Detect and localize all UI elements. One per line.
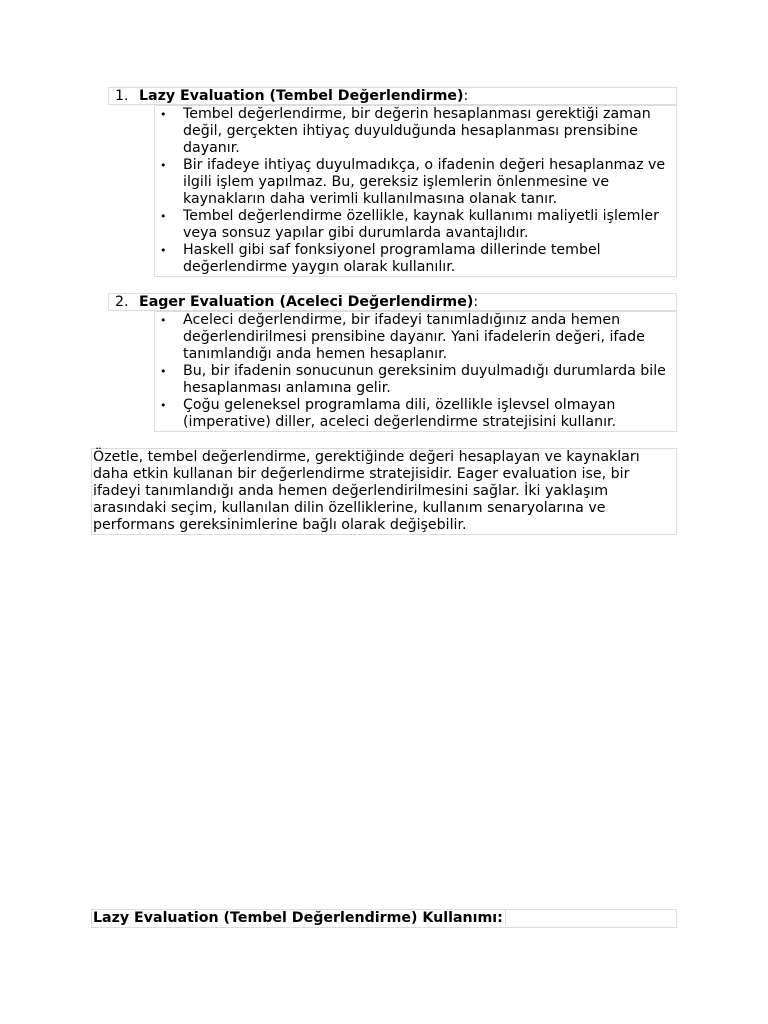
bottom-heading-text: Lazy Evaluation (Tembel Değerlendirme) Kullanımı:	[93, 910, 506, 926]
bullet-text: Haskell gibi saf fonksiyonel programlama dillerinde tembel değerlendirme yaygın olarak kullanılır.	[183, 242, 601, 275]
section-2-title: Eager Evaluation (Aceleci Değerlendirme)	[139, 293, 474, 310]
bullet-text: Bu, bir ifadenin sonucunun gereksinim duyulmadığı durumlarda bile hesaplanması anlamına gelir.	[183, 363, 666, 396]
list-item	[160, 208, 676, 242]
bullet-icon: •	[160, 210, 167, 223]
bullet-icon: •	[160, 314, 167, 327]
bullet-icon: •	[160, 108, 167, 121]
section-1-heading	[108, 87, 677, 105]
bullet-text: Aceleci değerlendirme, bir ifadeyi tanımladığınız anda hemen değerlendirilmesi prensibine dayanır. Yani ifadelerin değeri, ifade tanımlandığı anda hemen hesaplanır.	[183, 312, 645, 362]
bullet-icon: •	[160, 244, 167, 257]
section-1-title: Lazy Evaluation (Tembel Değerlendirme)	[139, 87, 464, 104]
list-item	[160, 363, 676, 397]
section-2-heading	[108, 293, 677, 311]
list-item	[160, 157, 676, 208]
bullet-icon: •	[160, 399, 167, 412]
section-1-number: 1.	[115, 87, 129, 104]
section-2-colon: :	[473, 293, 479, 310]
bullet-text: Tembel değerlendirme özellikle, kaynak kullanımı maliyetli işlemler veya sonsuz yapılar gibi durumlarda avantajlıdır.	[183, 208, 659, 241]
bullet-icon: •	[160, 159, 167, 172]
bottom-heading	[91, 909, 677, 928]
section-1-bullet-list	[154, 105, 677, 277]
section-2-bullet-list	[154, 311, 677, 432]
bullet-icon: •	[160, 365, 167, 378]
section-1-colon: :	[463, 87, 469, 104]
summary-paragraph: Özetle, tembel değerlendirme, gerektiğinde değeri hesaplayan ve kaynakları daha etkin kullanan bir değerlendirme stratejisidir. Eager evaluation ise, bir ifadeyi tanımlandığı anda hemen değerlendirilmesini sağlar. İki yaklaşım arasındaki seçim, kullanılan dilin özelliklerine, kullanım senaryolarına ve performans gereksinimlerine bağlı olarak değişebilir.	[91, 448, 677, 535]
bullet-text: Çoğu geleneksel programlama dili, özellikle işlevsel olmayan (imperative) diller, aceleci değerlendirme stratejisini kullanır.	[183, 397, 617, 430]
list-item	[160, 312, 676, 363]
list-item	[160, 106, 676, 157]
bullet-text: Bir ifadeye ihtiyaç duyulmadıkça, o ifadenin değeri hesaplanmaz ve ilgili işlem yapılmaz. Bu, gereksiz işlemlerin önlenmesine ve kaynakların daha verimli kullanılmasına olanak tanır.	[183, 157, 666, 207]
list-item	[160, 397, 676, 431]
section-2-number: 2.	[115, 293, 129, 310]
bullet-text: Tembel değerlendirme, bir değerin hesaplanması gerektiği zaman değil, gerçekten ihtiyaç duyulduğunda hesaplanması prensibine dayanır.	[183, 106, 651, 156]
list-item	[160, 242, 676, 276]
